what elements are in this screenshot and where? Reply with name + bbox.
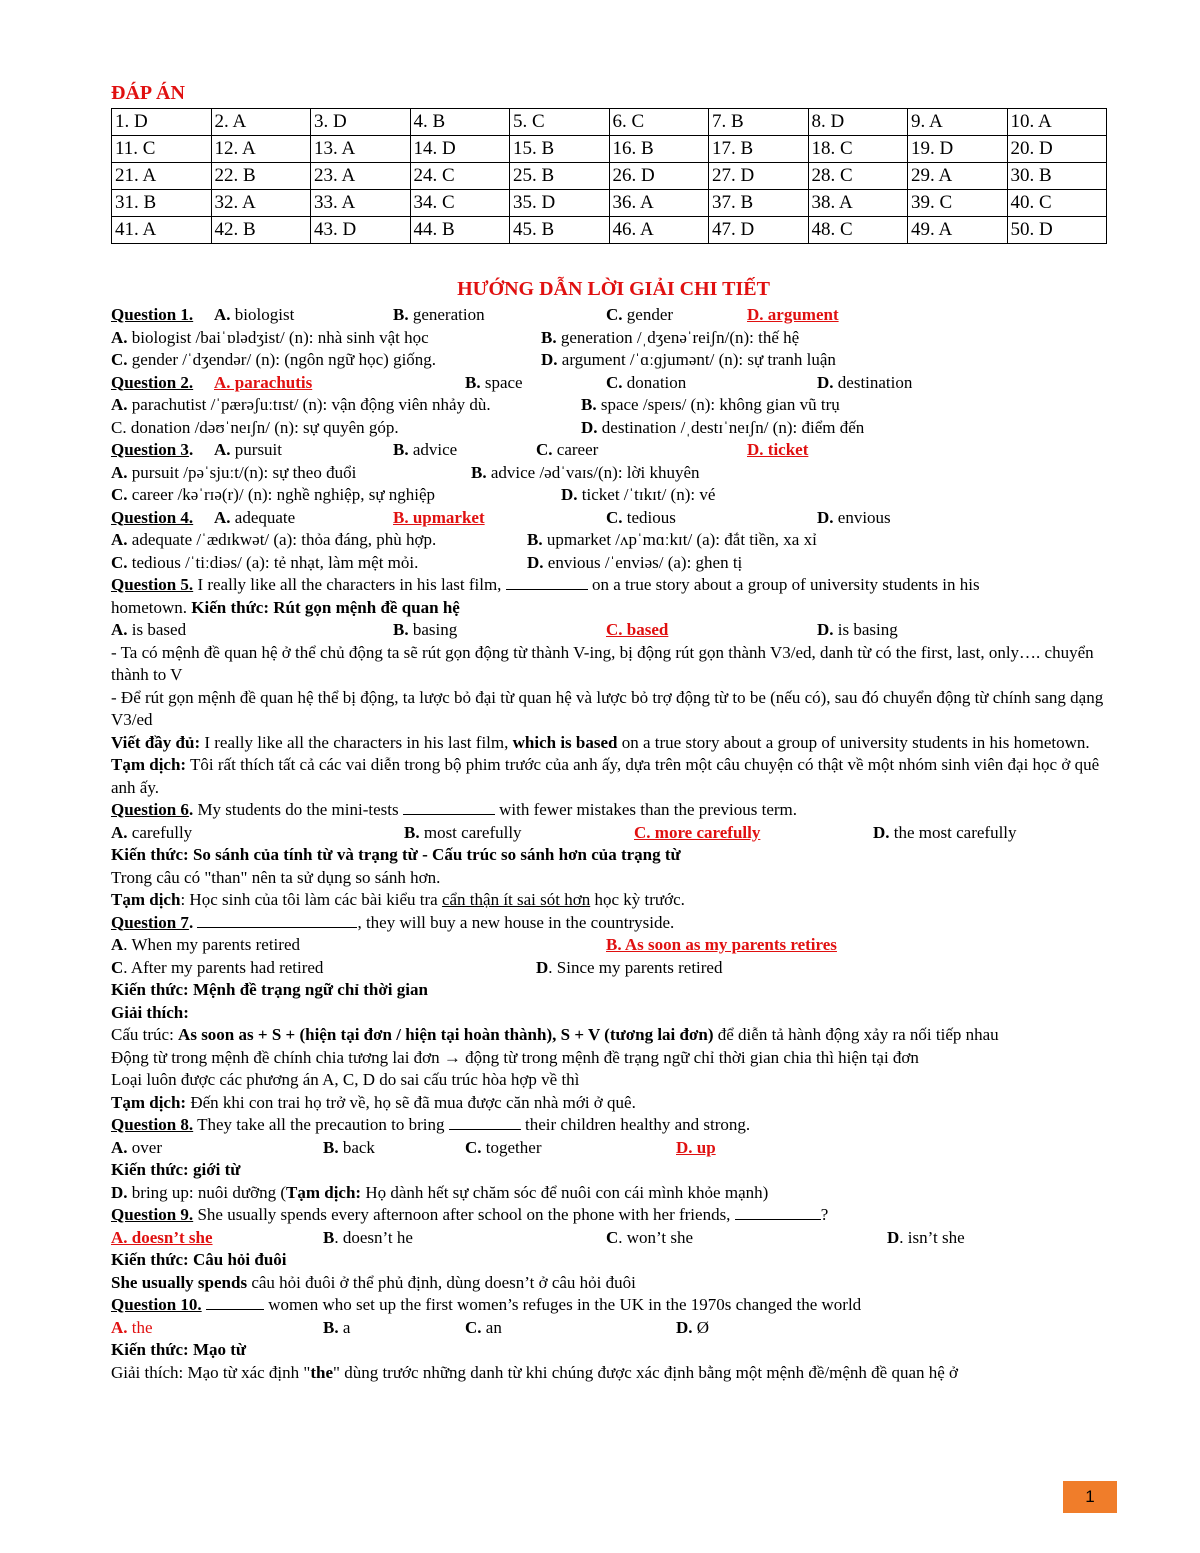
answer-row	[112, 217, 1107, 244]
answer-cell: 35. D	[510, 190, 610, 217]
q4-explain: A. adequate /ˈædɪkwət/ (a): thỏa đáng, phù hợp. B. upmarket /ʌpˈmɑːkɪt/ (a): đắt tiền, xa xỉ	[111, 530, 817, 549]
answer-cell: 5. C	[510, 109, 610, 136]
answer-cell: 7. B	[709, 109, 809, 136]
q10-correct-answer: A. the	[111, 1317, 153, 1337]
answer-cell: 30. B	[1007, 163, 1107, 190]
answer-cell: 43. D	[311, 217, 411, 244]
q7-knowledge: Kiến thức: Mệnh đề trạng ngữ chỉ thời gian	[111, 980, 428, 999]
answer-cell: 22. B	[211, 163, 311, 190]
answer-row	[112, 190, 1107, 217]
answer-cell: 33. A	[311, 190, 411, 217]
q7-structure: Cấu trúc: As soon as + S + (hiện tại đơn / hiện tại hoàn thành), S + V (tương lai đơn) để diễn tả hành động xảy ra nối tiếp nhau	[111, 1025, 999, 1044]
q10-options: A. the B. a C. an D. Ø	[111, 1317, 710, 1337]
answer-row	[112, 109, 1107, 136]
q1-explain-2: C. gender /ˈdʒendər/ (n): (ngôn ngữ học) giống. D. argument /ˈɑːɡjumənt/ (n): sự tranh luận	[111, 350, 836, 369]
q4-correct-answer: B. upmarket	[393, 507, 485, 527]
answer-cell: 42. B	[211, 217, 311, 244]
q5-translation: Tạm dịch: Tôi rất thích tất cả các vai diễn trong bộ phim trước của anh ấy, dựa trên một câu chuyện có thật về một nhóm sinh viên đại học ở quê anh ấy.	[111, 755, 1100, 797]
q6-explain: Trong câu có "than" nên ta sử dụng so sánh hơn.	[111, 867, 441, 887]
q9-knowledge: Kiến thức: Câu hỏi đuôi	[111, 1250, 287, 1269]
answer-cell: 28. C	[808, 163, 908, 190]
answer-cell: 39. C	[908, 190, 1008, 217]
answer-cell: 25. B	[510, 163, 610, 190]
q1-options: Question 1. A. biologist B. generation C. gender D. argument	[111, 304, 1116, 327]
answer-cell: 2. A	[211, 109, 311, 136]
answer-row	[112, 163, 1107, 190]
q7-translation: Tạm dịch: Đến khi con trai họ trở về, họ sẽ đã mua được căn nhà mới ở quê.	[111, 1092, 636, 1112]
answer-cell: 37. B	[709, 190, 809, 217]
answer-cell: 27. D	[709, 163, 809, 190]
q9-explain: She usually spends câu hỏi đuôi ở thể phủ định, dùng doesn’t ở câu hỏi đuôi	[111, 1272, 636, 1292]
guide-title: HƯỚNG DẪN LỜI GIẢI CHI TIẾT	[457, 278, 770, 300]
q7-explain-2: Động từ trong mệnh đề chính chia tương lai đơn → động từ trong mệnh đề trạng ngữ chỉ thời gian chia thì hiện tại đơn	[111, 1047, 919, 1067]
answer-cell: 1. D	[112, 109, 212, 136]
answer-cell: 31. B	[112, 190, 212, 217]
answer-cell: 17. B	[709, 136, 809, 163]
q8-options: A. over B. back C. together D. up	[111, 1137, 1116, 1160]
q3-explain: A. pursuit /pəˈsjuːt/(n): sự theo đuổi B. advice /ədˈvaɪs/(n): lời khuyên	[111, 462, 700, 482]
q5-stem-2: hometown. Kiến thức: Rút gọn mệnh đề quan hệ	[111, 597, 460, 617]
document-page	[111, 80, 1116, 1384]
answer-cell: 48. C	[808, 217, 908, 244]
q1-explain: A. biologist /baiˈɒlədʒist/ (n): nhà sinh vật học B. generation /ˌdʒenəˈreiʃn/(n): thế hệ	[111, 327, 800, 347]
q2-correct-answer: A. parachutis	[214, 372, 313, 392]
answer-cell: 45. B	[510, 217, 610, 244]
q4-options: Question 4. A. adequate B. upmarket C. tedious D. envious	[111, 507, 1116, 530]
q6-correct-answer: C. more carefully	[634, 822, 761, 842]
answer-cell: 38. A	[808, 190, 908, 217]
answer-cell: 44. B	[410, 217, 510, 244]
answer-cell: 11. C	[112, 136, 212, 163]
answer-cell: 13. A	[311, 136, 411, 163]
answer-cell: 9. A	[908, 109, 1008, 136]
q7-correct-answer: B. As soon as my parents retires	[606, 935, 837, 954]
q6-translation: Tạm dịch: Học sinh của tôi làm các bài kiểu tra cẩn thận ít sai sót hơn học kỳ trước.	[111, 890, 685, 909]
q8-stem: Question 8. They take all the precaution to bring their children healthy and strong.	[111, 1115, 751, 1134]
answer-row	[112, 136, 1107, 163]
answer-cell: 6. C	[609, 109, 709, 136]
q1-correct-answer: D. argument	[747, 305, 839, 324]
q10-explain: Giải thích: Mạo từ xác định "the" dùng trước những danh từ khi chúng được xác định bằng một mệnh đề/mệnh đề quan hệ ở	[111, 1362, 959, 1382]
answer-cell: 18. C	[808, 136, 908, 163]
q5-rule-2: - Để rút gọn mệnh đề quan hệ thể bị động, ta lược bỏ đại từ quan hệ và lược bỏ trợ động từ to be (nếu có), sau đó chuyển động từ chính sang dạng V3/ed	[111, 687, 1104, 729]
q2-explain-2: C. donation /dəʊˈneɪʃn/ (n): sự quyên góp. D. destination /ˌdestɪˈneɪʃn/ (n): điểm đến	[111, 417, 865, 437]
q8-explain: D. bring up: nuôi dưỡng (Tạm dịch: Họ dành hết sự chăm sóc để nuôi con cái mình khỏe mạnh)	[111, 1182, 769, 1202]
answer-cell: 8. D	[808, 109, 908, 136]
q6-knowledge: Kiến thức: So sánh của tính từ và trạng từ - Cấu trúc so sánh hơn của trạng từ	[111, 845, 681, 864]
answer-cell: 40. C	[1007, 190, 1107, 217]
q6-stem: Question 6. My students do the mini-tests with fewer mistakes than the previous term.	[111, 800, 797, 819]
answer-cell: 16. B	[609, 136, 709, 163]
answer-key-title: ĐÁP ÁN	[111, 82, 185, 104]
q7-explain-3: Loại luôn được các phương án A, C, D do sai cấu trúc hòa hợp về thì	[111, 1070, 580, 1089]
answer-cell: 29. A	[908, 163, 1008, 190]
answer-cell: 34. C	[410, 190, 510, 217]
answer-cell: 15. B	[510, 136, 610, 163]
answer-cell: 4. B	[410, 109, 510, 136]
q9-stem: Question 9. She usually spends every afternoon after school on the phone with her friends, ?	[111, 1205, 829, 1224]
q7-options: A. When my parents retired B. As soon as my parents retires	[111, 934, 1116, 957]
answer-key-table	[111, 108, 1107, 244]
q3-options: Question 3. A. pursuit B. advice C. career D. ticket	[111, 439, 1116, 462]
answer-cell: 49. A	[908, 217, 1008, 244]
answer-cell: 20. D	[1007, 136, 1107, 163]
q5-stem: Question 5. I really like all the characters in his last film, on a true story about a group of university students in his	[111, 575, 980, 594]
q10-knowledge: Kiến thức: Mạo từ	[111, 1340, 247, 1359]
q5-rule-1: - Ta có mệnh đề quan hệ ở thể chủ động ta sẽ rút gọn động từ thành V-ing, bị động rút gọn thành V3/ed, danh từ có the first, last, only…. chuyển thành to V	[111, 642, 1094, 684]
q3-explain-2: C. career /kəˈrɪə(r)/ (n): nghề nghiệp, sự nghiệp D. ticket /ˈtɪkɪt/ (n): vé	[111, 485, 716, 504]
q7-options-2: C. After my parents had retired D. Since my parents retired	[111, 957, 723, 977]
q2-options: Question 2. A. parachutis B. space C. donation D. destination	[111, 372, 1116, 395]
q2-explain: A. parachutist /ˈpærəʃuːtɪst/ (n): vận động viên nhảy dù. B. space /speɪs/ (n): không gian vũ trụ	[111, 395, 840, 414]
q4-explain-2: C. tedious /ˈtiːdiəs/ (a): tẻ nhạt, làm mệt mỏi. D. envious /ˈenviəs/ (a): ghen tị	[111, 552, 743, 572]
answer-cell: 47. D	[709, 217, 809, 244]
q7-stem: Question 7. , they will buy a new house in the countryside.	[111, 912, 675, 932]
answer-cell: 32. A	[211, 190, 311, 217]
q10-stem: Question 10. women who set up the first women’s refuges in the UK in the 1970s changed the world	[111, 1295, 862, 1314]
q9-correct-answer: A. doesn’t she	[111, 1227, 213, 1247]
q7-explain-label: Giải thích:	[111, 1002, 189, 1022]
q5-full-sentence: Viết đầy đủ: I really like all the characters in his last film, which is based on a true story about a group of university students in his hometown.	[111, 732, 1090, 752]
answer-cell: 41. A	[112, 217, 212, 244]
q5-correct-answer: C. based	[606, 620, 669, 639]
answer-cell: 19. D	[908, 136, 1008, 163]
answer-cell: 23. A	[311, 163, 411, 190]
q6-options: A. carefully B. most carefully C. more carefully D. the most carefully	[111, 822, 1116, 845]
answer-cell: 50. D	[1007, 217, 1107, 244]
answer-cell: 3. D	[311, 109, 411, 136]
answer-cell: 26. D	[609, 163, 709, 190]
answer-cell: 36. A	[609, 190, 709, 217]
answer-cell: 24. C	[410, 163, 510, 190]
q8-correct-answer: D. up	[676, 1137, 716, 1157]
answer-cell: 21. A	[112, 163, 212, 190]
answer-cell: 12. A	[211, 136, 311, 163]
answer-cell: 46. A	[609, 217, 709, 244]
answer-cell: 10. A	[1007, 109, 1107, 136]
q9-options: A. doesn’t she B. doesn’t he C. won’t she D. isn’t she	[111, 1227, 965, 1247]
page-number: 1	[1063, 1481, 1117, 1513]
answer-cell: 14. D	[410, 136, 510, 163]
q8-knowledge: Kiến thức: giới từ	[111, 1160, 241, 1179]
q3-correct-answer: D. ticket	[747, 440, 809, 459]
q5-options: A. is based B. basing C. based D. is basing	[111, 619, 1116, 642]
